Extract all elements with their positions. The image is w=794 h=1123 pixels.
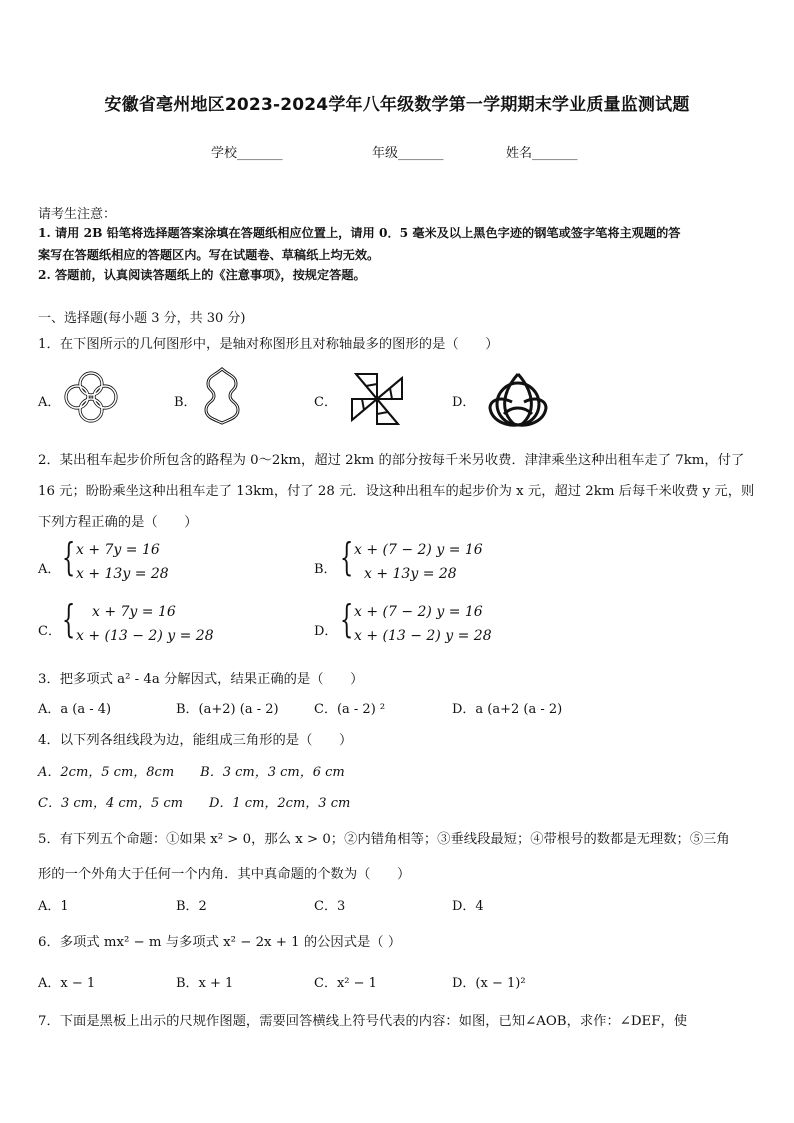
question-6-stem: 6．多项式 mx² − m 与多项式 x² − 2x + 1 的公因式是（ ） bbox=[38, 935, 402, 950]
q4-options-row-2: C．3 cm，4 cm，5 cm D．1 cm，2cm，3 cm bbox=[38, 796, 351, 811]
q5-option-d: D．4 bbox=[452, 899, 484, 914]
q2-option-a-label: A． bbox=[38, 562, 61, 577]
question-7-line-1: 7．下面是黑板上出示的尺规作图题，需要回答横线上符号代表的内容：如图，已知∠AOB，求作：∠DEF，使 bbox=[38, 1014, 688, 1029]
q1-option-c-label: C． bbox=[314, 395, 337, 410]
question-2-line-1: 2．某出租车起步价所包含的路程为 0～2km，超过 2km 的部分按每千米另收费．津津乘坐这种出租车走了 7km，付了 bbox=[38, 453, 745, 468]
q3-option-c: C．(a - 2) ² bbox=[314, 702, 386, 717]
q1-option-b-label: B． bbox=[174, 395, 197, 410]
q2-c-equation-1: x + 7y = 16 bbox=[92, 604, 176, 620]
q5-option-b: B．2 bbox=[176, 899, 207, 914]
q2-option-a-system: { x + 7y = 16 x + 13y = 28 bbox=[62, 535, 169, 582]
q2-d-equation-1: x + (7 − 2) y = 16 bbox=[354, 604, 483, 620]
pinwheel-icon bbox=[348, 370, 406, 428]
q2-option-c-label: C． bbox=[38, 624, 61, 639]
notice-heading: 请考生注意： bbox=[38, 207, 117, 222]
trefoil-knot-icon bbox=[484, 370, 552, 430]
q3-option-b: B．(a+2) (a - 2) bbox=[176, 702, 279, 717]
q1-option-a-label: A． bbox=[38, 395, 61, 410]
q3-option-a: A．a (a - 4) bbox=[38, 702, 112, 717]
question-3-stem: 3．把多项式 a² - 4a 分解因式，结果正确的是（ ） bbox=[38, 672, 364, 687]
q4-options-row-1: A．2cm，5 cm，8cm B．3 cm，3 cm，6 cm bbox=[38, 765, 345, 780]
q1-option-d-label: D． bbox=[452, 395, 476, 410]
notice-line-1: 1. 请用 2B 铅笔将选择题答案涂填在答题纸相应位置上，请用 0．5 毫米及以上黑色字迹的钢笔或签字笔将主观题的答 bbox=[38, 226, 681, 240]
q6-option-d: D．(x − 1)² bbox=[452, 976, 526, 991]
q2-b-equation-1: x + (7 − 2) y = 16 bbox=[354, 542, 483, 558]
q2-option-b-system: { x + (7 − 2) y = 16 x + 13y = 28 bbox=[340, 535, 483, 582]
q6-option-b: B．x + 1 bbox=[176, 976, 234, 991]
question-2-line-3: 下列方程正确的是（ ） bbox=[38, 515, 198, 530]
q2-option-c-system: { x + 7y = 16 x + (13 − 2) y = 28 bbox=[62, 597, 214, 644]
question-5-line-1: 5．有下列五个命题：①如果 x² > 0，那么 x > 0；②内错角相等；③垂线段最短；④带根号的数都是无理数；⑤三角 bbox=[38, 832, 730, 847]
q6-option-c: C．x² − 1 bbox=[314, 976, 377, 991]
q2-c-equation-2: x + (13 − 2) y = 28 bbox=[76, 628, 214, 644]
q2-option-d-system: { x + (7 − 2) y = 16 x + (13 − 2) y = 28 bbox=[340, 597, 492, 644]
q2-a-equation-1: x + 7y = 16 bbox=[76, 542, 160, 558]
page-title: 安徽省亳州地区2023-2024学年八年级数学第一学期期末学业质量监测试题 bbox=[104, 95, 690, 115]
question-2-line-2: 16 元；盼盼乘坐这种出租车走了 13km，付了 28 元．设这种出租车的起步价为 x 元，超过 2km 后每千米收费 y 元，则 bbox=[38, 484, 755, 499]
q2-d-equation-2: x + (13 − 2) y = 28 bbox=[354, 628, 492, 644]
q6-option-a: A．x − 1 bbox=[38, 976, 96, 991]
question-5-line-2: 形的一个外角大于任何一个内角．其中真命题的个数为（ ） bbox=[38, 867, 411, 882]
q3-option-d: D．a (a+2 (a - 2) bbox=[452, 702, 563, 717]
q2-option-d-label: D． bbox=[314, 624, 338, 639]
q2-b-equation-2: x + 13y = 28 bbox=[364, 566, 457, 582]
q5-option-a: A．1 bbox=[38, 899, 69, 914]
q2-option-b-label: B． bbox=[314, 562, 337, 577]
question-4-stem: 4．以下列各组线段为边，能组成三角形的是（ ） bbox=[38, 733, 353, 748]
wavy-vase-icon bbox=[200, 366, 244, 426]
notice-line-2: 案写在答题纸相应的答题区内。写在试题卷、草稿纸上均无效。 bbox=[38, 248, 380, 262]
notice-line-3: 2. 答题前，认真阅读答题纸上的《注意事项》，按规定答题。 bbox=[38, 268, 366, 282]
school-field: 学校_______ bbox=[211, 146, 283, 161]
section-heading: 一、选择题(每小题 3 分，共 30 分) bbox=[38, 311, 246, 326]
four-petal-clover-icon bbox=[62, 370, 120, 424]
grade-field: 年级_______ bbox=[372, 146, 444, 161]
question-1-stem: 1．在下图所示的几何图形中，是轴对称图形且对称轴最多的图形的是（ ） bbox=[38, 337, 499, 352]
q5-option-c: C．3 bbox=[314, 899, 346, 914]
q2-a-equation-2: x + 13y = 28 bbox=[76, 566, 169, 582]
name-field: 姓名_______ bbox=[506, 146, 578, 161]
